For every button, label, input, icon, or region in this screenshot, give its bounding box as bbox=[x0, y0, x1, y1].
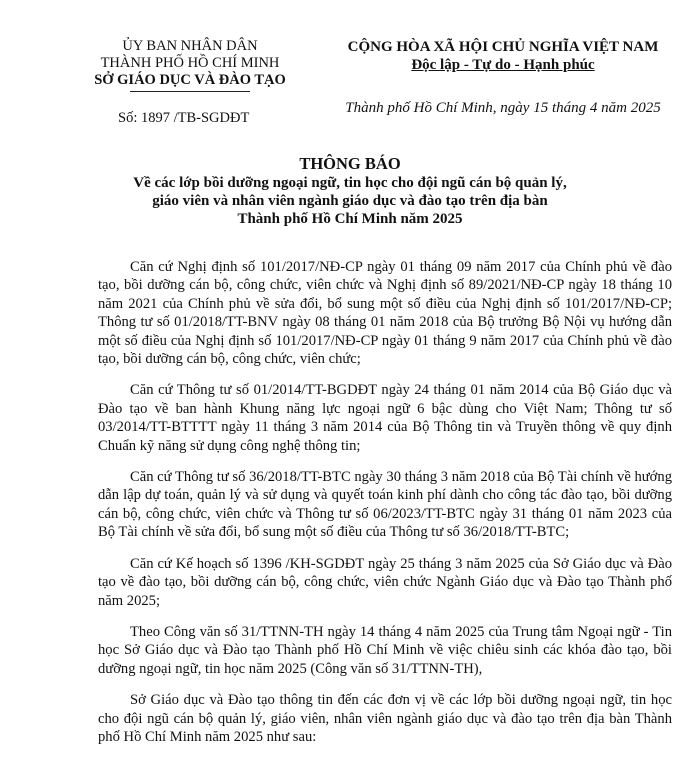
issuing-authority bbox=[70, 38, 310, 92]
department-name: SỞ GIÁO DỤC VÀ ĐÀO TẠO bbox=[94, 72, 286, 88]
document-title: THÔNG BÁO bbox=[299, 154, 401, 173]
national-header bbox=[318, 38, 688, 74]
paragraph-reference: Theo Công văn số 31/TTNN-TH ngày 14 tháng 4 năm 2025 của Trung tâm Ngoại ngữ - Tin học Sở Giáo dục và Đào tạo Thành phố Hồ Chí Minh về việc chiêu sinh các khóa đào tạo, bồi dưỡng ngoại ngữ, tin học năm 2025 (Công văn số 31/TTNN-TH), bbox=[98, 623, 672, 677]
country-name: CỘNG HÒA XÃ HỘI CHỦ NGHĨA VIỆT NAM bbox=[347, 39, 659, 55]
paragraph-announcement: Sở Giáo dục và Đào tạo thông tin đến các đơn vị về các lớp bồi dưỡng ngoại ngữ, tin học cho đội ngũ cán bộ quản lý, giáo viên, nhân viên ngành giáo dục và đào tạo trên địa bàn Thành phố Hồ Chí Minh năm 2025 như sau: bbox=[98, 692, 672, 745]
document-body bbox=[98, 258, 672, 759]
subtitle-line-2: giáo viên và nhân viên ngành giáo dục và đào tạo trên địa bàn bbox=[152, 193, 548, 209]
subtitle-line-1: Về các lớp bồi dưỡng ngoại ngữ, tin học cho đội ngũ cán bộ quản lý, bbox=[133, 175, 567, 191]
paragraph-legal-basis-2: Căn cứ Thông tư số 01/2014/TT-BGDĐT ngày 24 tháng 01 năm 2014 của Bộ Giáo dục và Đào tạo về ban hành Khung năng lực ngoại ngữ 6 bậc dùng cho Việt Nam; Thông tư số 03/2014/TT-BTTTT ngày 11 tháng 3 năm 2014 của Bộ Thông tin và Truyền thông về quy định Chuẩn kỹ năng sử dụng công nghệ thông tin; bbox=[98, 382, 672, 454]
paragraph-legal-basis-4: Căn cứ Kế hoạch số 1396 /KH-SGDĐT ngày 25 tháng 3 năm 2025 của Sở Giáo dục và Đào tạo về đào tạo, bồi dưỡng cán bộ, công chức, viên chức Ngành Giáo dục và Đào tạo Thành phố năm 2025; bbox=[98, 555, 672, 609]
national-motto: Độc lập - Tự do - Hạnh phúc bbox=[411, 57, 595, 73]
authority-line-1: ỦY BAN NHÂN DÂN bbox=[122, 38, 258, 54]
header-divider bbox=[130, 91, 250, 92]
issue-date: Thành phố Hồ Chí Minh, ngày 15 tháng 4 năm 2025 bbox=[345, 100, 661, 116]
paragraph-legal-basis-1: Căn cứ Nghị định số 101/2017/NĐ-CP ngày 01 tháng 09 năm 2017 của Chính phủ về đào tạo, bồi dưỡng cán bộ, công chức, viên chức và Nghị định số 89/2021/NĐ-CP ngày 18 tháng 10 năm 2021 của Chính phủ về sửa đổi, bổ sung một số điều của Nghị định số 101/2017/NĐ-CP; Thông tư số 01/2018/TT-BNV ngày 08 tháng 01 năm 2018 của Bộ trưởng Bộ Nội vụ hướng dẫn một số điều của Nghị định số 101/2017/NĐ-CP ngày 01 tháng 9 năm 2017 của Chính phủ về đào tạo, bồi dưỡng cán bộ, công chức, viên chức; bbox=[98, 259, 672, 368]
paragraph-legal-basis-3: Căn cứ Thông tư số 36/2018/TT-BTC ngày 30 tháng 3 năm 2018 của Bộ Tài chính về hướng dẫn lập dự toán, quản lý và sử dụng và quyết toán kinh phí dành cho công tác đào tạo, bồi dưỡng cán bộ, công chức, viên chức và Thông tư số 06/2023/TT-BTC ngày 31 tháng 01 năm 2023 của Bộ Tài chính về sửa đổi, bổ sung một số điều của Thông tư số 36/2018/TT-BTC; bbox=[98, 469, 672, 541]
document-subtitle bbox=[0, 174, 700, 228]
document-number: Số: 1897 /TB-SGDĐT bbox=[118, 110, 250, 126]
subtitle-line-3: Thành phố Hồ Chí Minh năm 2025 bbox=[237, 211, 463, 227]
authority-line-2: THÀNH PHỐ HỒ CHÍ MINH bbox=[100, 55, 280, 71]
